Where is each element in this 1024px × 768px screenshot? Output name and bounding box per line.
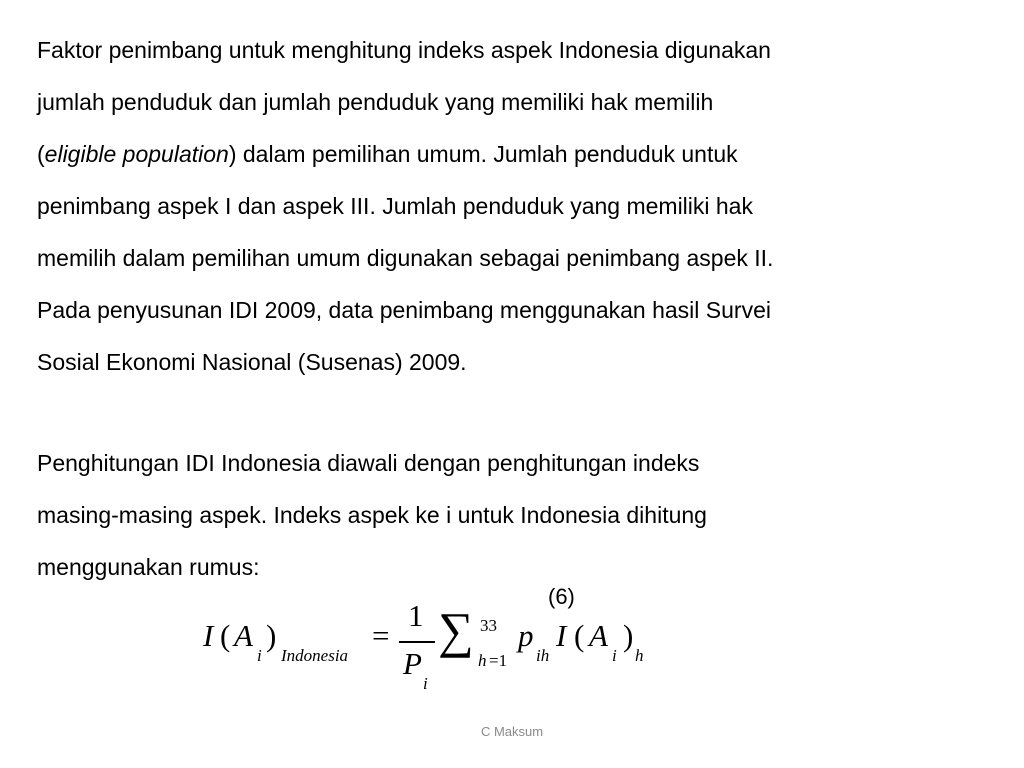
text-line: menggunakan rumus:: [37, 554, 260, 580]
formula-sum-upper: 33: [480, 616, 497, 635]
formula-p: p: [518, 618, 534, 653]
equation-number: (6): [548, 584, 575, 609]
sigma-icon: ∑: [438, 602, 474, 658]
formula-denominator-sub: i: [423, 674, 428, 693]
formula-denominator: P: [403, 646, 422, 681]
text-line: penimbang aspek I dan aspek III. Jumlah penduduk yang memiliki hak: [37, 193, 753, 219]
formula-lparen: (: [220, 618, 231, 653]
formula-sub-indonesia: Indonesia: [281, 646, 349, 665]
formula-sum-lower-eq: =1: [489, 651, 508, 670]
formula-A2: A: [589, 618, 608, 653]
formula-rparen2: ): [623, 618, 634, 653]
body-paragraph-2: [37, 437, 977, 593]
formula-A: A: [234, 618, 253, 653]
body-paragraph-1: [37, 24, 977, 388]
italic-term: eligible population: [44, 141, 229, 167]
formula: [200, 596, 660, 704]
text-line-with-italic: [37, 128, 977, 180]
text-line: jumlah penduduk dan jumlah penduduk yang memiliki hak memilih: [37, 89, 714, 115]
formula-I: I: [203, 618, 214, 653]
formula-sub-i: i: [257, 646, 262, 665]
text-line: Penghitungan IDI Indonesia diawali dengan penghitungan indeks: [37, 450, 700, 476]
text-line: Pada penyusunan IDI 2009, data penimbang menggunakan hasil Survei: [37, 297, 771, 323]
text-line: Faktor penimbang untuk menghitung indeks aspek Indonesia digunakan: [37, 37, 771, 63]
footer-author: C Maksum: [480, 724, 544, 739]
formula-I2: I: [556, 618, 567, 653]
formula-equals: =: [372, 618, 390, 653]
formula-p-sub: ih: [536, 646, 550, 665]
formula-numerator: 1: [408, 598, 424, 633]
text-fragment: ) dalam pemilihan umum. Jumlah penduduk untuk: [228, 141, 738, 167]
text-line: memilih dalam pemilihan umum digunakan sebagai penimbang aspek II.: [37, 245, 774, 271]
formula-sum-lower-h: h: [478, 651, 487, 670]
text-line: masing-masing aspek. Indeks aspek ke i untuk Indonesia dihitung: [37, 502, 707, 528]
formula-rparen: ): [266, 618, 277, 653]
formula-lparen2: (: [574, 618, 585, 653]
formula-sub-i2: i: [612, 646, 617, 665]
fraction-bar: [399, 641, 435, 643]
open-paren: (: [37, 141, 45, 167]
formula-sub-h: h: [635, 646, 644, 665]
text-line: Sosial Ekonomi Nasional (Susenas) 2009.: [37, 349, 467, 375]
